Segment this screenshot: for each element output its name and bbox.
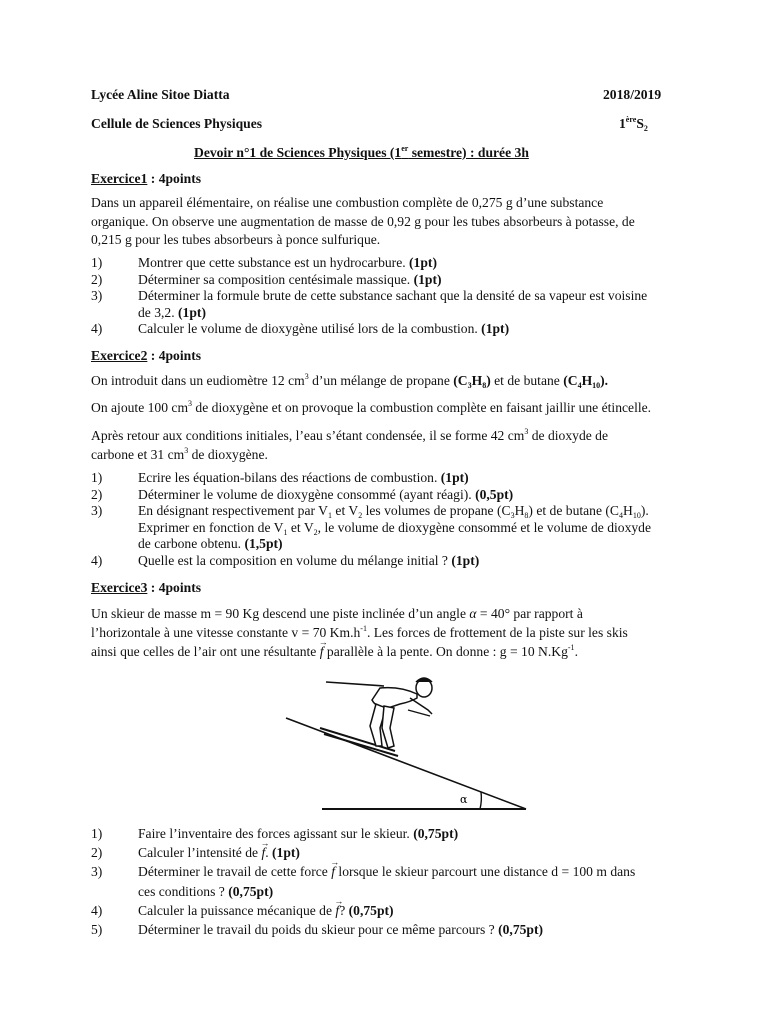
- class-level: $1èreS_2$: [619, 115, 648, 133]
- skier-figure: [280, 668, 540, 818]
- exercise2-heading: Exercice2 : 4points: [91, 348, 202, 363]
- force-f-symbol: → f: [261, 843, 265, 862]
- exercise3-heading: Exercice3 : 4points: [91, 580, 202, 595]
- exercise2-questions: [91, 470, 651, 570]
- school-year: 2018/2019: [603, 87, 662, 102]
- force-f-symbol: → f: [335, 901, 339, 920]
- page-title: Devoir n°1 de Sciences Physiques (1er semestre) : durée 3h: [194, 144, 529, 160]
- skier: [370, 678, 432, 748]
- question-item: 1) Montrer que cette substance est un hydrocarbure. (1pt): [91, 255, 437, 270]
- intro-line: Dans un appareil élémentaire, on réalise une combustion complète de 0,275 g d’une substance: [91, 195, 604, 210]
- force-f-symbol: → f: [320, 642, 324, 661]
- department-name: Cellule de Sciences Physiques: [91, 116, 263, 131]
- angle-label: α: [460, 793, 468, 806]
- question-item: 3) Déterminer la formule brute de cette substance sachant que la densité de sa vapeur est voisine de 3,2. (1pt): [91, 288, 648, 320]
- question-item: 5) Déterminer le travail du poids du skieur pour ce même parcours ? (0,75pt): [91, 922, 544, 938]
- force-f-symbol: → f: [331, 862, 335, 881]
- exercise3-questions: [91, 824, 635, 939]
- ski-pole: [408, 710, 430, 716]
- question-item: 1) Faire l’inventaire des forces agissant sur le skieur. (0,75pt): [91, 826, 459, 841]
- question-item: 3) Déterminer le travail de cette force → f lorsque le skieur parcourt une distance d = 100 m dans ces conditions ? (0,75pt): [91, 862, 635, 900]
- question-item: 4) Calculer la puissance mécanique de → f? (0,75pt): [91, 901, 635, 920]
- angle-arc: [480, 792, 481, 809]
- exercise1-heading: Exercice1 : 4points: [91, 171, 202, 186]
- exercise3-paragraph: Un skieur de masse m = 90 Kg descend une piste inclinée d’un angle α = 40° par rapport à l’horizontale à une vitesse constante v = 70 $Km.h^{-1}$. Les forces de frottement de la piste sur les skis ainsi que celles de l’air ont une résultante → f parallèle à la pente. On donne : g = 10 $N.Kg^{-1}$.: [91, 604, 681, 661]
- slope-line: [286, 718, 526, 809]
- ski-pole: [326, 682, 384, 686]
- question-item: 1) Ecrire les équation-bilans des réactions de combustion. (1pt): [91, 470, 469, 485]
- school-name: Lycée Aline Sitoe Diatta: [91, 87, 230, 102]
- question-item: 4) Calculer le volume de dioxygène utilisé lors de la combustion. (1pt): [91, 321, 510, 337]
- exercise1-intro: [91, 194, 681, 250]
- question-item: 4) Quelle est la composition en volume du mélange initial ? (1pt): [91, 552, 480, 568]
- question-item: 2) Calculer l’intensité de → f. (1pt): [91, 843, 635, 862]
- exercise2-paragraph3: Après retour aux conditions initiales, l’eau s’étant condensée, il se forme 42 $cm^3$ de dioxyde de carbone et 31 $cm^3$ de dioxygène.: [91, 427, 609, 462]
- intro-line: 0,215 g pour les tubes absorbeurs à ponce sulfurique.: [91, 232, 381, 247]
- exercise1-questions: [91, 255, 647, 338]
- exercise2-paragraph2: On ajoute 100 $cm^3$ de dioxygène et on provoque la combustion complète en faisant jaillir une étincelle.: [91, 399, 652, 415]
- intro-line: organique. On observe une augmentation de masse de 0,92 g pour les tubes absorbeurs à potasse, de: [91, 213, 635, 229]
- question-item: 2) Déterminer sa composition centésimale massique. (1pt): [91, 271, 442, 287]
- question-item: 3) En désignant respectivement par $V_1$ et $V_2$ les volumes de propane $(C_3H_8)$ et de butane $(C_4H_{10})$. Exprimer en fonction de $V_1$ et $V_2$, le volume de dioxygène consommé et le volume de dioxyde de carbone obtenu. (1,5pt): [91, 503, 651, 552]
- exercise2-paragraph1: On introduit dans un eudiomètre 12 $cm^3$ d’un mélange de propane $(C_3H_8)$ et de butane $(C_4H_{10})$.: [91, 372, 609, 390]
- question-item: 2) Déterminer le volume de dioxygène consommé (ayant réagi). (0,5pt): [91, 486, 514, 502]
